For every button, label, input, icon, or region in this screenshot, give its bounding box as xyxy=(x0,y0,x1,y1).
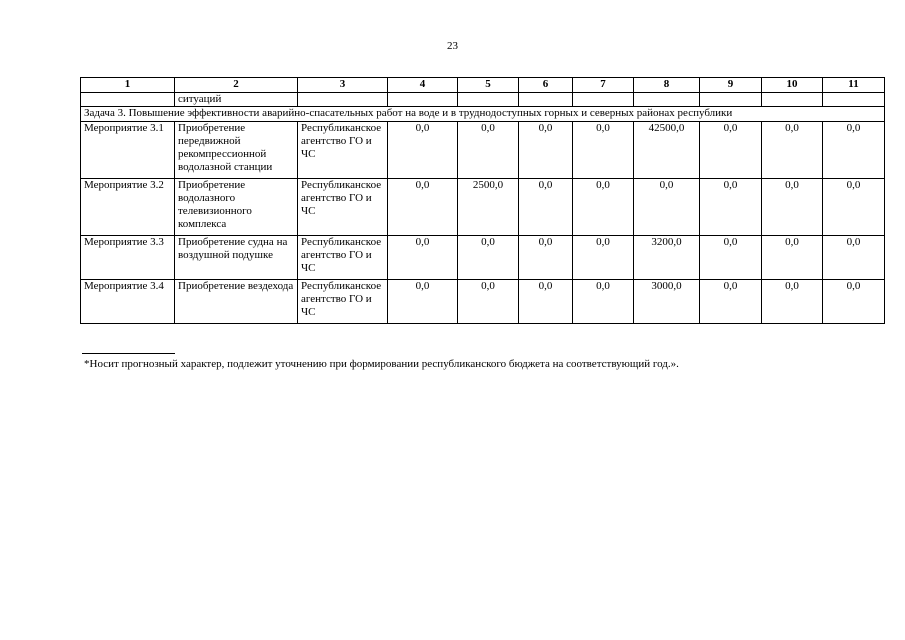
value-cell: 3200,0 xyxy=(634,236,700,280)
table-row xyxy=(81,179,885,236)
name-cell: Приобретение судна на воздушной подушке xyxy=(175,236,298,280)
measure-cell: Мероприятие 3.4 xyxy=(81,280,175,324)
executor-cell: Республиканское агентство ГО и ЧС xyxy=(298,236,388,280)
value-cell: 0,0 xyxy=(388,236,458,280)
column-header: 7 xyxy=(573,78,634,93)
value-cell: 0,0 xyxy=(458,280,519,324)
page-number: 23 xyxy=(447,40,458,52)
value-cell: 0,0 xyxy=(700,236,762,280)
measure-cell: Мероприятие 3.2 xyxy=(81,179,175,236)
value-cell: 0,0 xyxy=(519,280,573,324)
value-cell: 0,0 xyxy=(519,236,573,280)
value-cell: 3000,0 xyxy=(634,280,700,324)
value-cell: 0,0 xyxy=(823,122,885,179)
name-cell: Приобретение вездехода xyxy=(175,280,298,324)
column-header: 6 xyxy=(519,78,573,93)
value-cell: 0,0 xyxy=(700,179,762,236)
footnote: *Носит прогнозный характер, подлежит уточнению при формировании республиканского бюджета на соответствующий год.». xyxy=(84,358,679,370)
budget-table xyxy=(80,77,885,324)
value-cell: 0,0 xyxy=(388,122,458,179)
name-cell: Приобретение водолазного телевизионного комплекса xyxy=(175,179,298,236)
table-row xyxy=(81,122,885,179)
value-cell: 0,0 xyxy=(573,179,634,236)
value-cell: 0,0 xyxy=(573,236,634,280)
column-header: 2 xyxy=(175,78,298,93)
table-row xyxy=(81,236,885,280)
value-cell: 0,0 xyxy=(519,122,573,179)
footnote-divider xyxy=(82,353,175,354)
value-cell: 0,0 xyxy=(634,179,700,236)
value-cell: 0,0 xyxy=(573,122,634,179)
value-cell: 0,0 xyxy=(762,122,823,179)
column-header: 10 xyxy=(762,78,823,93)
value-cell: 0,0 xyxy=(823,236,885,280)
task-title: Задача 3. Повышение эффективности аварийно-спасательных работ на воде и в труднодоступных горных и северных районах республики xyxy=(81,107,885,122)
executor-cell: Республиканское агентство ГО и ЧС xyxy=(298,280,388,324)
value-cell: 0,0 xyxy=(762,280,823,324)
measure-cell: Мероприятие 3.3 xyxy=(81,236,175,280)
value-cell: 0,0 xyxy=(823,280,885,324)
value-cell: 2500,0 xyxy=(458,179,519,236)
value-cell: 0,0 xyxy=(700,122,762,179)
column-header: 1 xyxy=(81,78,175,93)
value-cell: 0,0 xyxy=(762,236,823,280)
value-cell: 0,0 xyxy=(573,280,634,324)
value-cell: 0,0 xyxy=(519,179,573,236)
value-cell: 0,0 xyxy=(762,179,823,236)
executor-cell: Республиканское агентство ГО и ЧС xyxy=(298,122,388,179)
column-header: 4 xyxy=(388,78,458,93)
column-header: 3 xyxy=(298,78,388,93)
value-cell: 0,0 xyxy=(388,280,458,324)
measure-cell: Мероприятие 3.1 xyxy=(81,122,175,179)
column-header: 9 xyxy=(700,78,762,93)
column-header: 5 xyxy=(458,78,519,93)
table-row xyxy=(81,280,885,324)
continuation-row xyxy=(81,93,885,107)
value-cell: 42500,0 xyxy=(634,122,700,179)
executor-cell: Республиканское агентство ГО и ЧС xyxy=(298,179,388,236)
name-cell: Приобретение передвижной рекомпрессионной водолазной станции xyxy=(175,122,298,179)
continuation-cell: ситуаций xyxy=(175,93,298,107)
value-cell: 0,0 xyxy=(458,122,519,179)
header-row xyxy=(81,78,885,93)
column-header: 8 xyxy=(634,78,700,93)
value-cell: 0,0 xyxy=(458,236,519,280)
column-header: 11 xyxy=(823,78,885,93)
value-cell: 0,0 xyxy=(388,179,458,236)
value-cell: 0,0 xyxy=(823,179,885,236)
value-cell: 0,0 xyxy=(700,280,762,324)
task-row xyxy=(81,107,885,122)
